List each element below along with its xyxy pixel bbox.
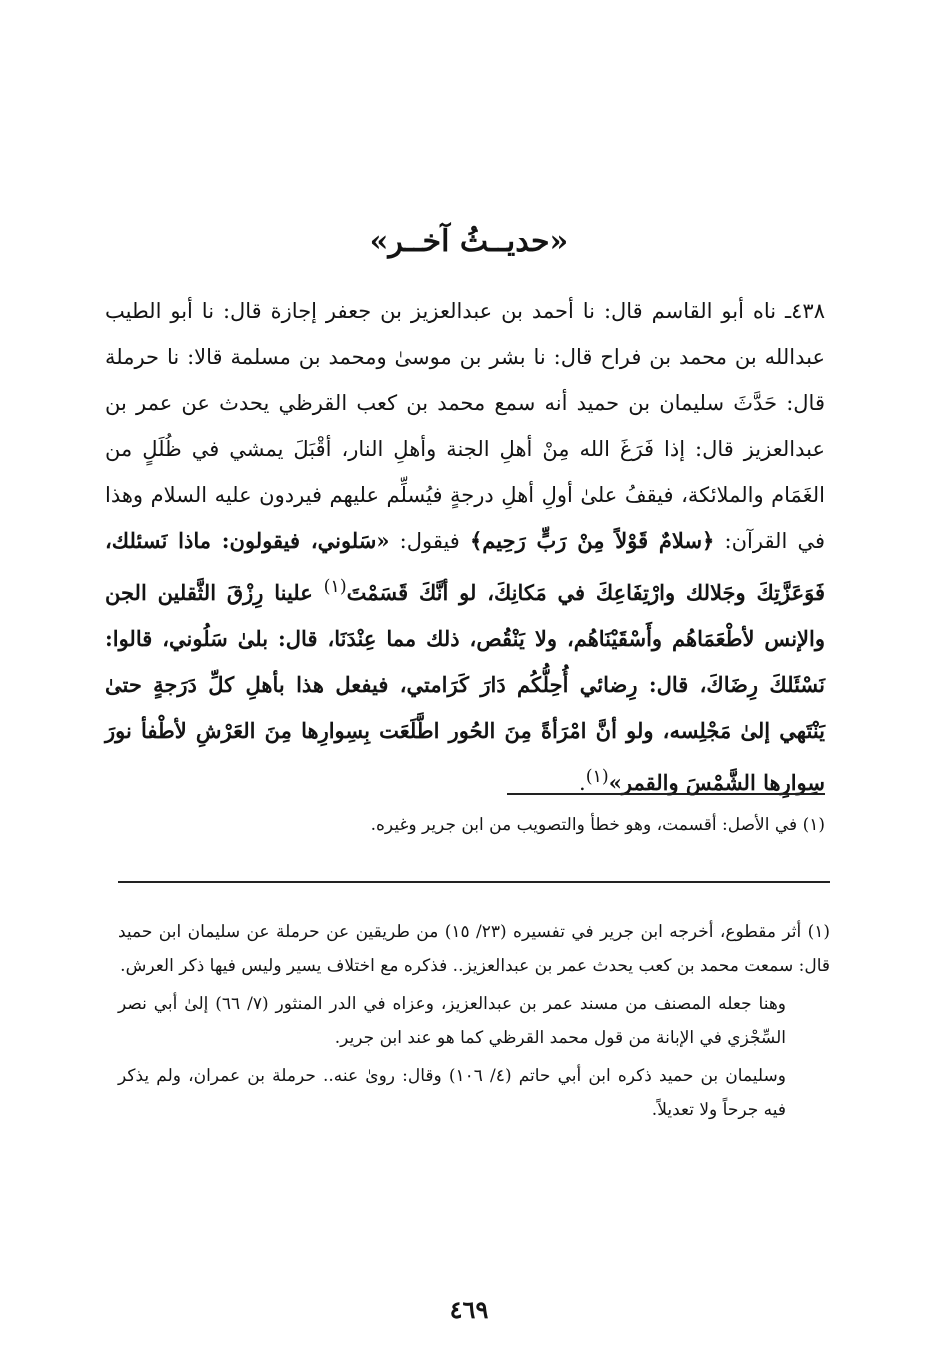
footnote-paragraph: (١) أثر مقطوع، أخرجه ابن جرير في تفسيره (٢٣/ ١٥) من طريقين عن حرملة عن سليمان ابن حميد قال: سمعت محمد بن كعب يحدث عمر بن عبدالعزيز.. فذكره مع اختلاف يسير وليس فيها ذكر العرش. [118,922,830,976]
footnote-divider [118,881,830,883]
footnote-paragraph: وسليمان بن حميد ذكره ابن أبي حاتم (٤/ ١٠٦) وقال: روىٰ عنه.. حرملة بن عمران، ولم يذكر فيه جرحاً ولا تعديلاً. [118,1066,786,1120]
page-number: ٤٦٩ [449,1295,489,1324]
short-divider [507,793,825,795]
footnote-paragraph: وهنا جعله المصنف من مسند عمر بن عبدالعزيز، وعزاه في الدر المنثور (٧/ ٦٦) إلىٰ أبي نصر السِّجْزي في الإبانة من قول محمد القرظي كما هو عند ابن جرير. [118,994,786,1048]
footnote-ref: (١) [585,767,609,787]
matn-text: «سَلوني، فيقولون: ماذا نَسئلك، فَوَعَزَّتِكَ وجَلالك وارْتِفَاعِكَ في مَكانِكَ، لو أنَّكَ قَسَمْتَ [105,528,826,605]
hadith-text [105,288,825,806]
connector-text: فيقول: [389,529,470,553]
quran-quote: ﴿سلامٌ قَوْلاً مِنْ رَبٍّ رَحِيم﴾ [469,528,715,553]
inner-footnote: (١) في الأصل: أقسمت، وهو خطأ والتصويب من ابن جرير وغيره. [370,815,825,835]
footnotes-section [118,915,830,1131]
section-heading: «حديــثُ آخــر» [369,224,569,259]
isnad-text: ٤٣٨ـ ناه أبو القاسم قال: نا أحمد بن عبدالعزيز بن جعفر إجازة قال: نا أبو الطيب عبدالله بن محمد بن فراح قال: نا بشر بن موسىٰ ومحمد بن مسلمة قالا: نا حرملة قال: حَدَّثَ سليمان بن حميد أنه سمع محمد بن كعب القرظي يحدث عن عمر بن عبدالعزيز قال: إذا فَرَغَ الله مِنْ أهلِ الجنة وأهلِ النار، أقْبَلَ يمشي في ظُلَلٍ من الغَمَام والملائكة، فيقفُ علىٰ أولِ أهلِ درجةٍ فيُسلِّم عليهم فيردون عليه السلام وهذا في القرآن: [105,299,825,553]
end-mark: . [579,771,586,795]
footnote-ref: (١) [323,577,347,597]
hadith-paragraph [105,288,825,806]
matn-text-continued: علينا رِزْقَ الثَّقلين الجن والإنس لأطْعَمَاهُم وأَسْقَيْنَاهُم، ولا يَنْقُص، ذلك مما عِنْدَنَا، قال: بلىٰ سَلُوني، قالوا: نَسْئَلكَ رِضَاكَ، قال: رِضائي أُحِلُّكُم دَارَ كَرَامتي، فيفعل هذا بأهلِ كلِّ دَرَجةٍ حتىٰ يَنْتَهي إلىٰ مَجْلِسه، ولو أنَّ امْرَأةً مِنَ الحُور اطَّلَعَت بِسِوارِها مِنَ العَرْشِ لأطْفأ نورَ سِوارِها الشَّمْسَ والقمر» [105,580,825,795]
